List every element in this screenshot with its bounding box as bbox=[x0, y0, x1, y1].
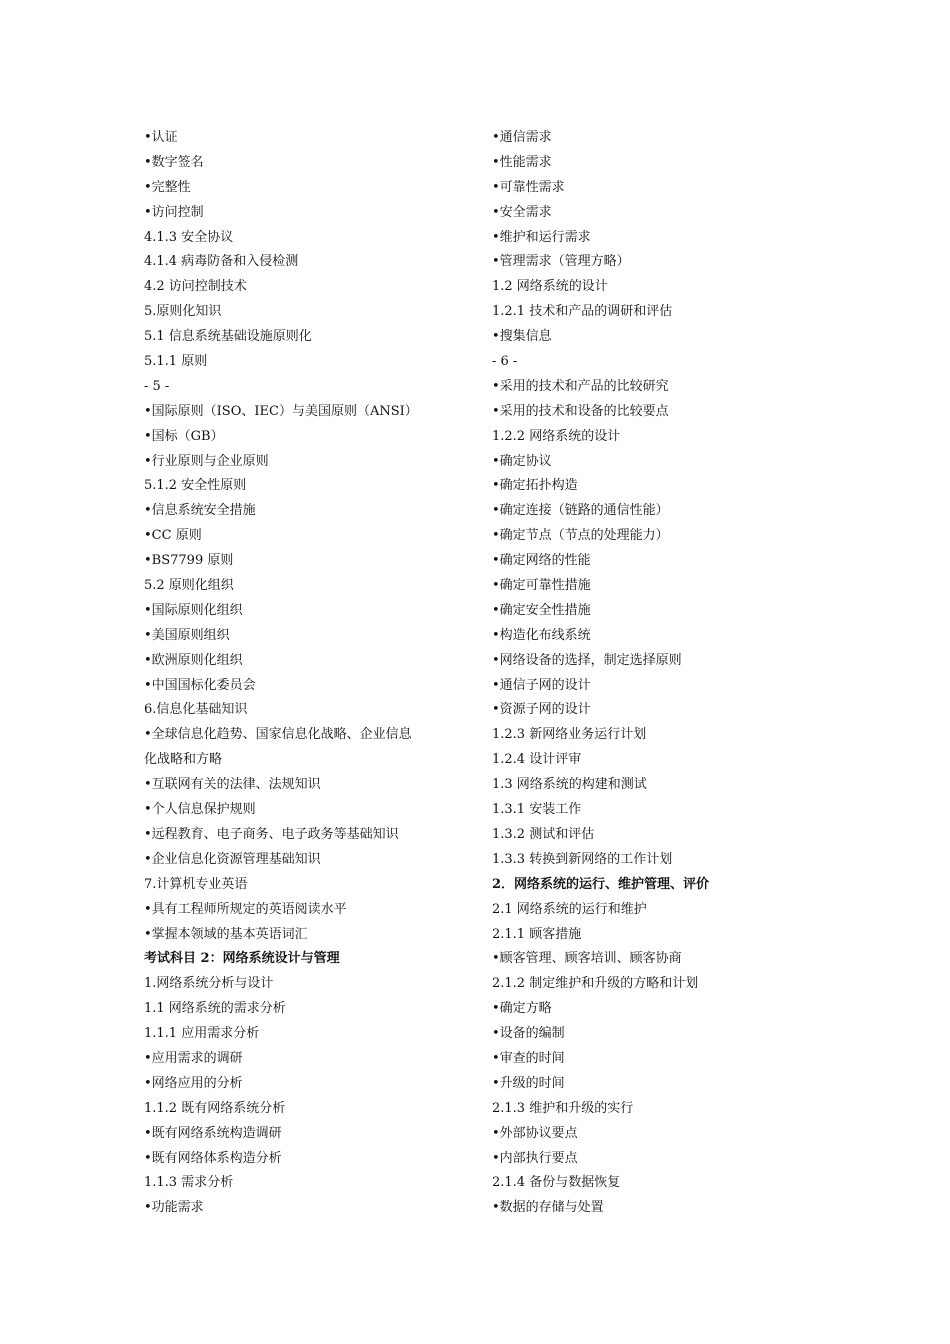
bullet-item: •互联网有关的法律、法规知识 bbox=[144, 777, 321, 793]
bullet-item: •内部执行要点 bbox=[492, 1150, 578, 1166]
outline-heading: 5.原则化知识 bbox=[144, 304, 222, 320]
outline-heading: 2.1.1 顾客措施 bbox=[492, 926, 582, 942]
bullet-item: •中国国标化委员会 bbox=[144, 677, 256, 693]
bullet-item: •功能需求 bbox=[144, 1200, 204, 1216]
bullet-item: •既有网络体系构造分析 bbox=[144, 1150, 282, 1166]
bullet-item: •具有工程师所规定的英语阅读水平 bbox=[144, 901, 347, 917]
bullet-item: •企业信息化资源管理基础知识 bbox=[144, 851, 321, 867]
outline-heading: 1.1.3 需求分析 bbox=[144, 1175, 234, 1191]
outline-heading: 2.1.2 制定维护和升级的方略和计划 bbox=[492, 976, 699, 992]
bullet-item: •安全需求 bbox=[492, 204, 552, 220]
bullet-item: •采用的技术和设备的比较要点 bbox=[492, 403, 669, 419]
outline-heading: 5.1 信息系统基础设施原则化 bbox=[144, 329, 312, 345]
bullet-item: •完整性 bbox=[144, 179, 191, 195]
bullet-item: •全球信息化趋势、国家信息化战略、企业信息 bbox=[144, 727, 412, 743]
outline-heading: 1.3 网络系统的构建和测试 bbox=[492, 777, 647, 793]
outline-heading: 2.1.4 备份与数据恢复 bbox=[492, 1175, 621, 1191]
bullet-item: •数字签名 bbox=[144, 154, 204, 170]
bullet-item: •数据的存储与处置 bbox=[492, 1200, 604, 1216]
bullet-item: •既有网络系统构造调研 bbox=[144, 1125, 282, 1141]
outline-heading: 4.2 访问控制技术 bbox=[144, 279, 247, 295]
bullet-item: •设备的编制 bbox=[492, 1026, 565, 1042]
bullet-item: •确定网络的性能 bbox=[492, 553, 591, 569]
page-number: - 5 - bbox=[144, 378, 170, 394]
right-column bbox=[492, 126, 802, 1221]
bullet-item: •顾客管理、顾客培训、顾客协商 bbox=[492, 951, 682, 967]
outline-heading: 1.2.3 新网络业务运行计划 bbox=[492, 727, 647, 743]
outline-heading: 2.1.3 维护和升级的实行 bbox=[492, 1100, 634, 1116]
bullet-item: •网络应用的分析 bbox=[144, 1075, 243, 1091]
bullet-item: •国际原则（ISO、IEC）与美国原则（ANSI） bbox=[144, 403, 418, 419]
outline-heading: 4.1.3 安全协议 bbox=[144, 229, 234, 245]
bullet-item: •搜集信息 bbox=[492, 329, 552, 345]
bullet-item: •应用需求的调研 bbox=[144, 1050, 243, 1066]
bullet-item: •美国原则组织 bbox=[144, 627, 230, 643]
bullet-item: •审查的时间 bbox=[492, 1050, 565, 1066]
section-heading: 2．网络系统的运行、维护管理、评价 bbox=[492, 876, 710, 892]
text-line: 化战略和方略 bbox=[144, 752, 223, 768]
left-column bbox=[144, 126, 454, 1221]
bullet-item: •国际原则化组织 bbox=[144, 602, 243, 618]
page-number: - 6 - bbox=[492, 354, 518, 370]
bullet-item: •外部协议要点 bbox=[492, 1125, 578, 1141]
outline-heading: 1.1 网络系统的需求分析 bbox=[144, 1001, 286, 1017]
outline-heading: 1.2.2 网络系统的设计 bbox=[492, 428, 621, 444]
bullet-item: •行业原则与企业原则 bbox=[144, 453, 269, 469]
bullet-item: •信息系统安全措施 bbox=[144, 503, 256, 519]
bullet-item: •升级的时间 bbox=[492, 1075, 565, 1091]
bullet-item: •通信子网的设计 bbox=[492, 677, 591, 693]
outline-heading: 1.2.4 设计评审 bbox=[492, 752, 582, 768]
bullet-item: •掌握本领域的基本英语词汇 bbox=[144, 926, 308, 942]
bullet-item: •BS7799 原则 bbox=[144, 553, 234, 569]
bullet-item: •构造化布线系统 bbox=[492, 627, 591, 643]
outline-heading: 4.1.4 病毒防备和入侵检测 bbox=[144, 254, 299, 270]
bullet-item: •确定节点（节点的处理能力） bbox=[492, 528, 669, 544]
bullet-item: •访问控制 bbox=[144, 204, 204, 220]
outline-heading: 5.1.1 原则 bbox=[144, 354, 208, 370]
bullet-item: •性能需求 bbox=[492, 154, 552, 170]
outline-heading: 6.信息化基础知识 bbox=[144, 702, 248, 718]
outline-heading: 1.3.2 测试和评估 bbox=[492, 826, 595, 842]
bullet-item: •远程教育、电子商务、电子政务等基础知识 bbox=[144, 826, 399, 842]
bullet-item: •管理需求（管理方略） bbox=[492, 254, 630, 270]
bullet-item: •采用的技术和产品的比较研究 bbox=[492, 378, 669, 394]
outline-heading: 5.2 原则化组织 bbox=[144, 578, 234, 594]
bullet-item: •认证 bbox=[144, 130, 178, 145]
outline-heading: 1.网络系统分析与设计 bbox=[144, 976, 274, 992]
outline-heading: 1.1.1 应用需求分析 bbox=[144, 1026, 260, 1042]
bullet-item: •通信需求 bbox=[492, 130, 552, 145]
bullet-item: •欧洲原则化组织 bbox=[144, 652, 243, 668]
bullet-item: •确定协议 bbox=[492, 453, 552, 469]
bullet-item: •资源子网的设计 bbox=[492, 702, 591, 718]
bullet-item: •确定拓扑构造 bbox=[492, 478, 578, 494]
bullet-item: •确定方略 bbox=[492, 1001, 552, 1017]
bullet-item: •网络设备的选择，制定选择原则 bbox=[492, 652, 682, 668]
outline-heading: 5.1.2 安全性原则 bbox=[144, 478, 247, 494]
bullet-item: •维护和运行需求 bbox=[492, 229, 591, 245]
bullet-item: •可靠性需求 bbox=[492, 179, 565, 195]
section-heading: 考试科目 2：网络系统设计与管理 bbox=[144, 951, 340, 967]
outline-heading: 1.3.3 转换到新网络的工作计划 bbox=[492, 851, 673, 867]
outline-heading: 1.2.1 技术和产品的调研和评估 bbox=[492, 304, 673, 320]
bullet-item: •确定可靠性措施 bbox=[492, 578, 591, 594]
outline-heading: 1.2 网络系统的设计 bbox=[492, 279, 608, 295]
outline-heading: 1.1.2 既有网络系统分析 bbox=[144, 1100, 286, 1116]
outline-heading: 2.1 网络系统的运行和维护 bbox=[492, 901, 647, 917]
bullet-item: •确定连接（链路的通信性能） bbox=[492, 503, 669, 519]
bullet-item: •个人信息保护规则 bbox=[144, 802, 256, 818]
outline-heading: 7.计算机专业英语 bbox=[144, 876, 248, 892]
bullet-item: •确定安全性措施 bbox=[492, 602, 591, 618]
bullet-item: •国标（GB） bbox=[144, 428, 224, 444]
outline-heading: 1.3.1 安装工作 bbox=[492, 802, 582, 818]
bullet-item: •CC 原则 bbox=[144, 528, 202, 544]
